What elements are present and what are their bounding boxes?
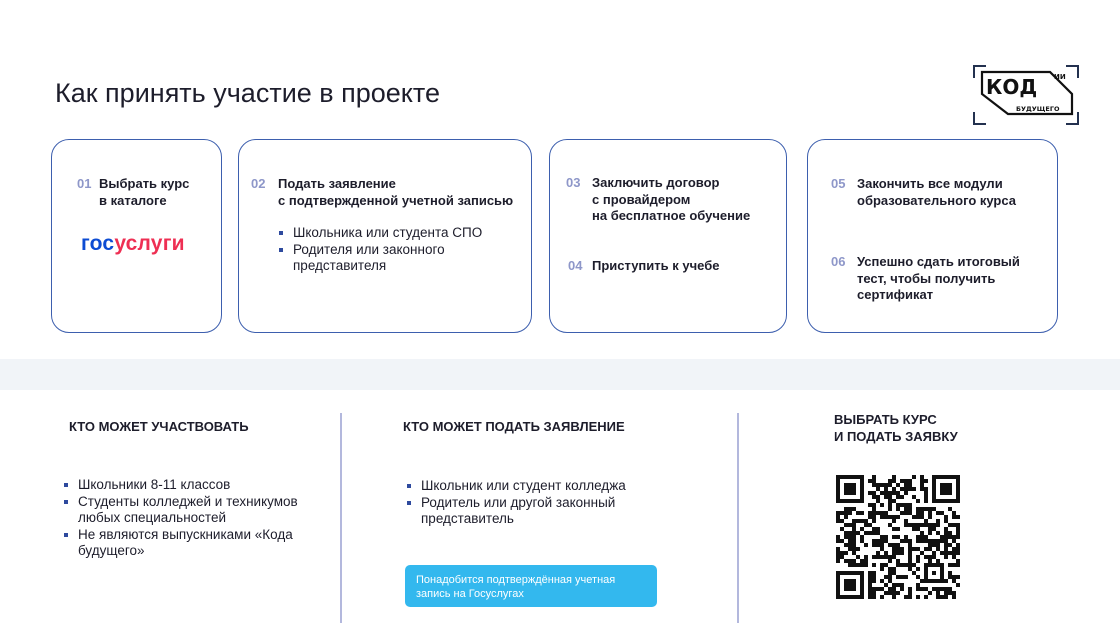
column-divider: [340, 413, 342, 623]
list-item: Школьники 8-11 классов: [63, 477, 333, 494]
logo-sub: БУДУЩЕГО: [1016, 105, 1060, 113]
list-item: Родитель или другой законный представитель: [406, 495, 676, 528]
step-text: Приступить к учебе: [592, 258, 720, 273]
step-03: [566, 175, 750, 225]
step-card-1: [51, 139, 222, 333]
list-item: Не являются выпускниками «Кода будущего»: [63, 527, 333, 560]
section-band: [0, 359, 1120, 390]
kod-budushchego-logo: [972, 64, 1080, 126]
step-number: 04: [568, 258, 583, 273]
list-item: Родителя или законного представителя: [278, 242, 518, 275]
step-number: 01: [77, 176, 92, 191]
step-04: [568, 258, 719, 275]
step-number: 06: [831, 254, 846, 269]
step-number: 03: [566, 175, 581, 190]
list-item: Школьник или студент колледжа: [406, 478, 676, 495]
step-text: Закончить все модули образовательного курса: [857, 176, 1016, 208]
step-05: [831, 176, 1016, 209]
step-02: [251, 176, 513, 209]
applicant-type-list: [278, 225, 518, 275]
step-text: Выбрать курс в каталоге: [99, 176, 190, 208]
logo-word: КОД: [986, 75, 1038, 99]
column-divider: [737, 413, 739, 623]
list-item: Школьника или студента СПО: [278, 225, 518, 242]
choose-course-heading: ВЫБРАТЬ КУРС И ПОДАТЬ ЗАЯВКУ: [834, 412, 958, 444]
qr-code-icon[interactable]: [836, 475, 960, 599]
step-06: [831, 254, 1020, 304]
logo-suffix: ИИ: [1054, 73, 1066, 81]
step-card-4: [807, 139, 1058, 333]
who-can-heading: КТО МОЖЕТ УЧАСТВОВАТЬ: [69, 419, 249, 434]
gosuslugi-logo: госуслуги: [81, 232, 185, 255]
page-title: Как принять участие в проекте: [55, 78, 441, 108]
step-card-2: [238, 139, 532, 333]
who-apply-heading: КТО МОЖЕТ ПОДАТЬ ЗАЯВЛЕНИЕ: [403, 419, 625, 434]
step-01: [77, 176, 189, 209]
who-apply-list: [406, 478, 676, 528]
step-text: Подать заявление с подтвержденной учетной записью: [278, 176, 514, 208]
step-card-3: [549, 139, 787, 333]
step-text: Успешно сдать итоговый тест, чтобы получить сертификат: [857, 254, 1020, 302]
list-item: Студенты колледжей и техникумов любых специальностей: [63, 494, 333, 527]
step-text: Заключить договор с провайдером на бесплатное обучение: [592, 175, 751, 223]
step-number: 05: [831, 176, 846, 191]
gosuslugi-account-note: Понадобится подтверждённая учетная запись на Госуслугах: [405, 565, 657, 607]
who-can-list: [63, 477, 333, 560]
step-number: 02: [251, 176, 266, 191]
